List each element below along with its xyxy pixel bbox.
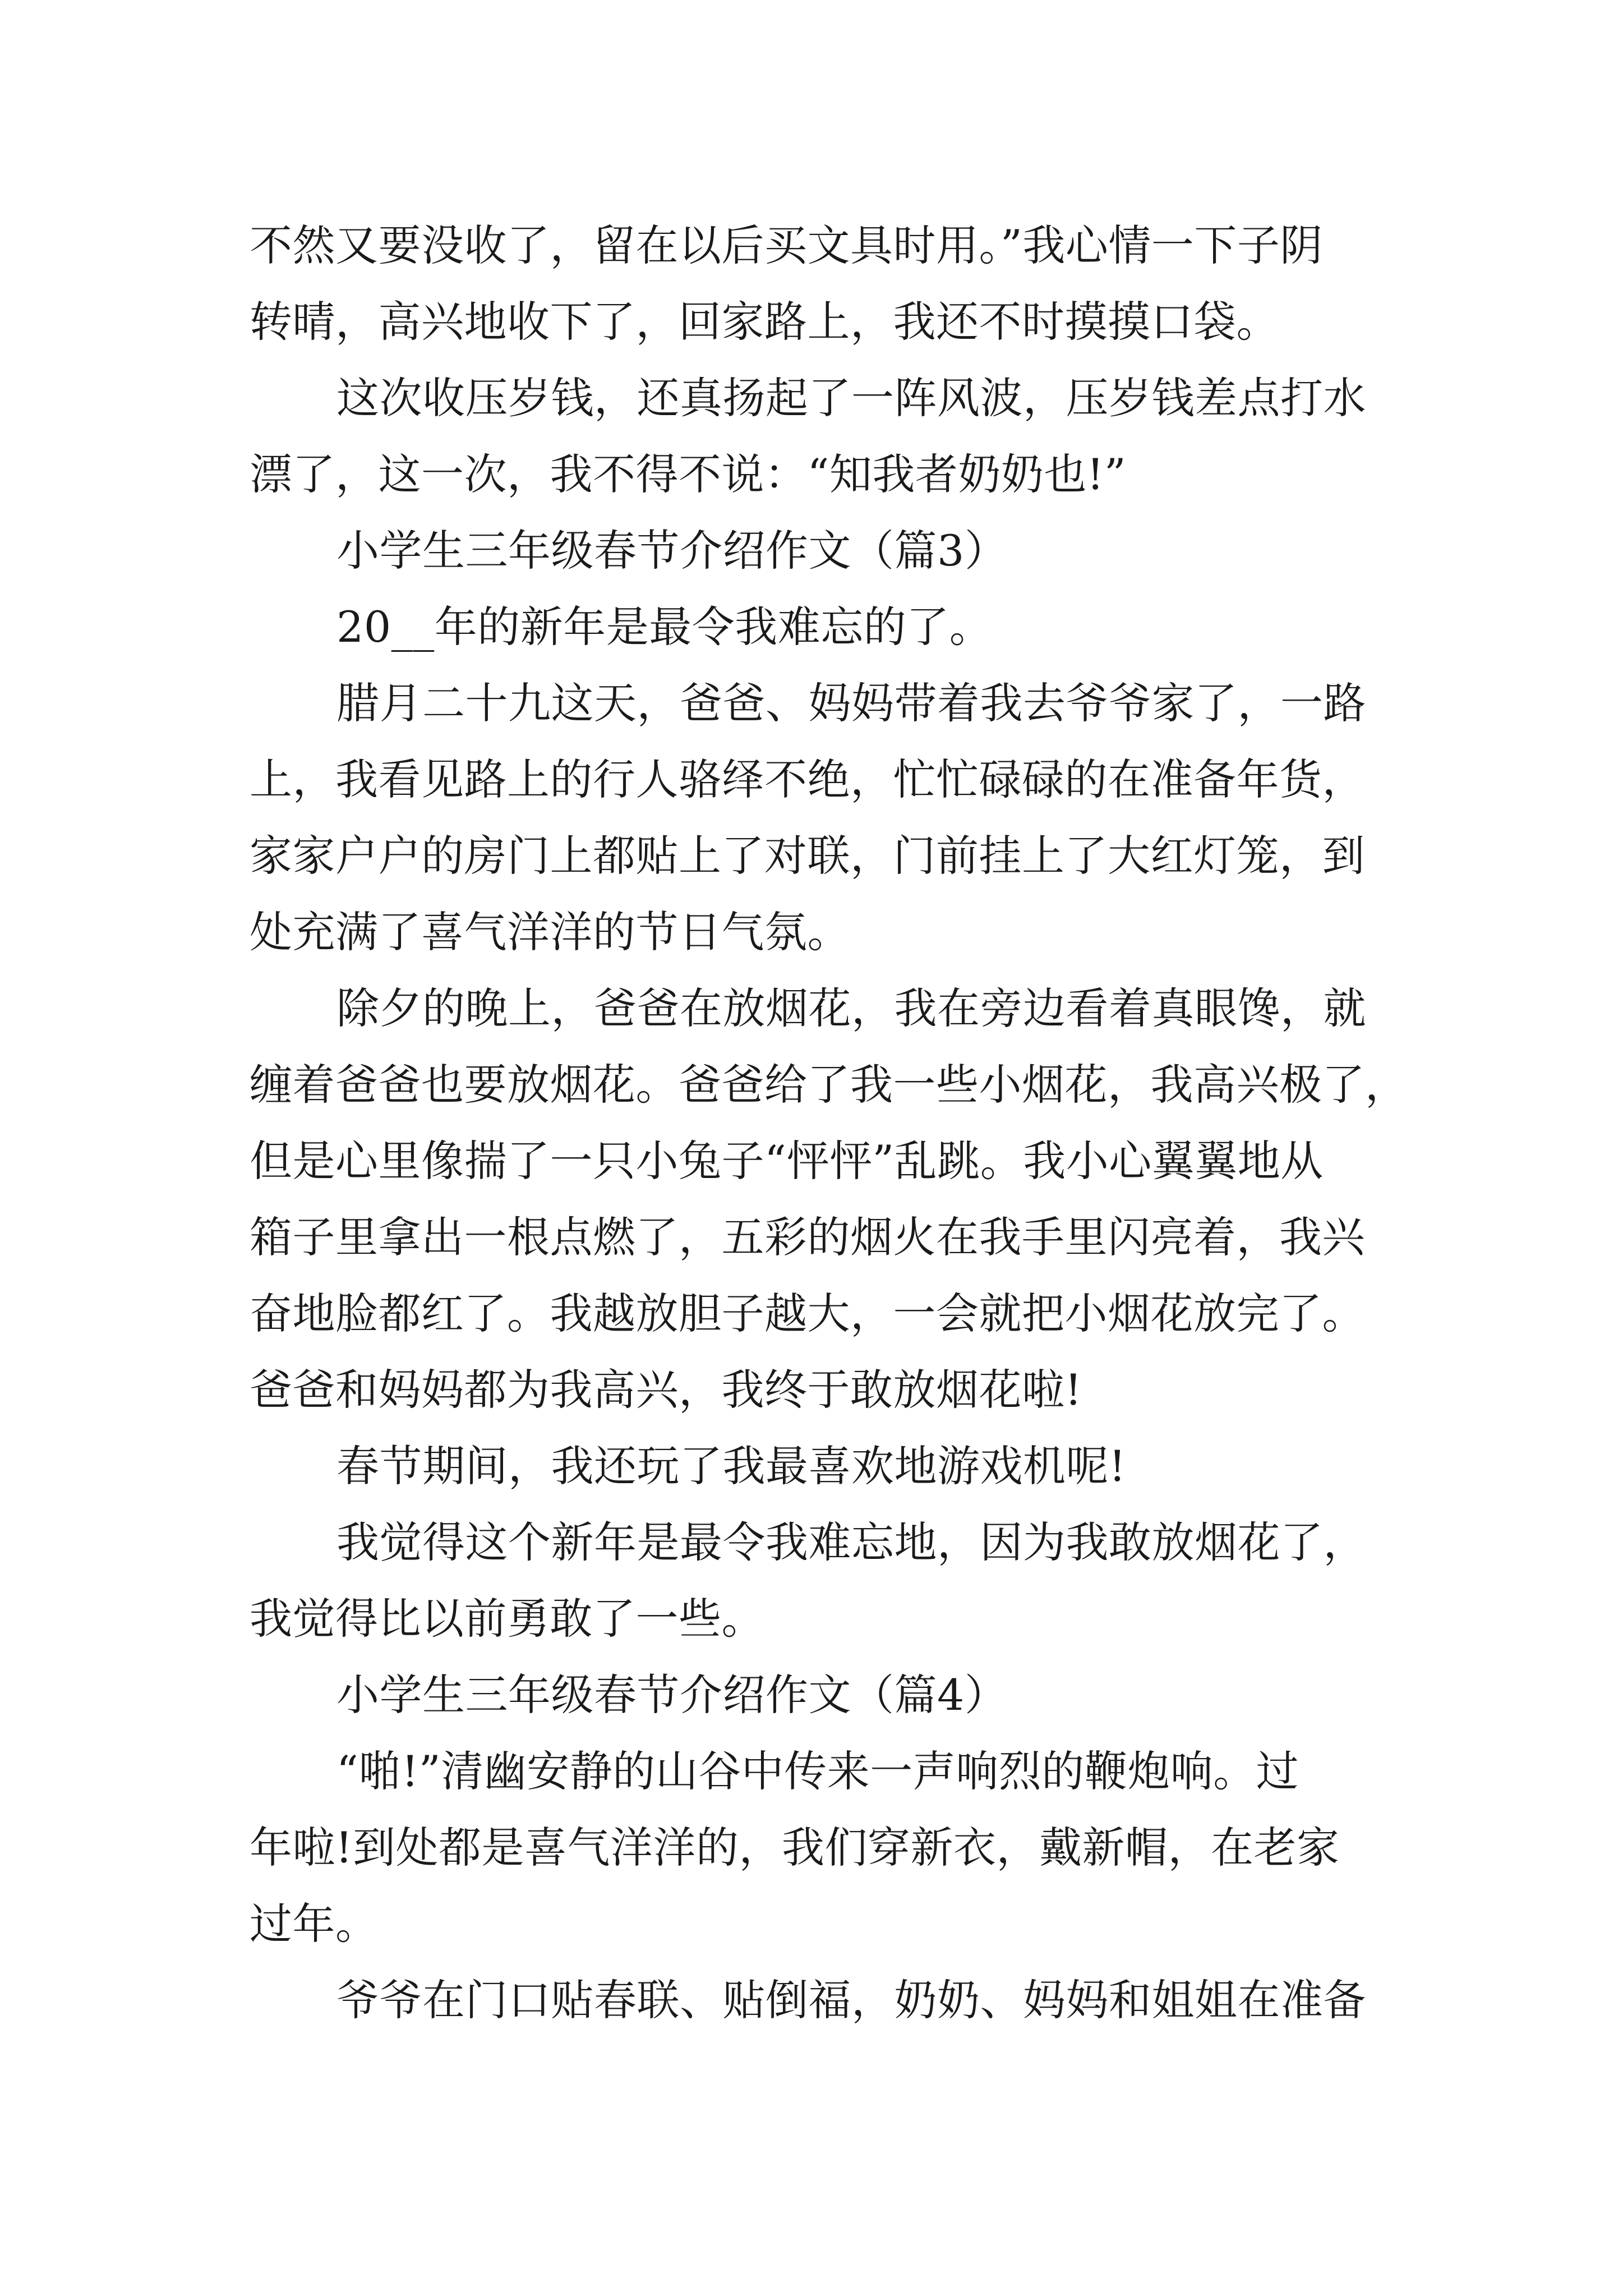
text-line: 过年。 bbox=[250, 1899, 379, 1949]
paragraph-first-line: 20__年的新年是最令我难忘的了。 bbox=[336, 602, 993, 652]
paragraph-first-line: “啪!”清幽安静的山谷中传来一声响烈的鞭炮响。过 bbox=[336, 1746, 1299, 1796]
text-line: 爸爸和妈妈都为我高兴，我终于敢放烟花啦! bbox=[250, 1365, 1082, 1415]
section-heading: 小学生三年级春节介绍作文（篇4） bbox=[336, 1670, 1008, 1720]
paragraph-first-line: 除夕的晚上，爸爸在放烟花，我在旁边看着真眼馋，就 bbox=[336, 983, 1366, 1033]
text-line: 我觉得比以前勇敢了一些。 bbox=[250, 1594, 764, 1644]
paragraph-first-line: 这次收压岁钱，还真扬起了一阵风波，压岁钱差点打水 bbox=[336, 373, 1366, 423]
text-line: 家家户户的房门上都贴上了对联，门前挂上了大红灯笼，到 bbox=[250, 831, 1365, 881]
paragraph-first-line: 爷爷在门口贴春联、贴倒福，奶奶、妈妈和姐姐在准备 bbox=[336, 1975, 1366, 2025]
text-line: 不然又要没收了，留在以后买文具时用。”我心情一下子阴 bbox=[250, 220, 1323, 270]
text-line: 缠着爸爸也要放烟花。爸爸给了我一些小烟花，我高兴极了， bbox=[250, 1060, 1408, 1110]
text-line: 但是心里像揣了一只小兔子“怦怦”乱跳。我小心翼翼地从 bbox=[250, 1136, 1324, 1186]
text-line: 处充满了喜气洋洋的节日气氛。 bbox=[250, 907, 850, 957]
text-line: 奋地脸都红了。我越放胆子越大，一会就把小烟花放完了。 bbox=[250, 1289, 1365, 1338]
paragraph-first-line: 腊月二十九这天，爸爸、妈妈带着我去爷爷家了，一路 bbox=[336, 678, 1366, 728]
text-line: 箱子里拿出一根点燃了，五彩的烟火在我手里闪亮着，我兴 bbox=[250, 1212, 1365, 1262]
text-line: 上，我看见路上的行人骆绎不绝，忙忙碌碌的在准备年货， bbox=[250, 754, 1365, 804]
text-line: 转晴，高兴地收下了，回家路上，我还不时摸摸口袋。 bbox=[250, 297, 1279, 347]
paragraph-first-line: 春节期间，我还玩了我最喜欢地游戏机呢! bbox=[336, 1441, 1127, 1491]
text-line: 年啦!到处都是喜气洋洋的，我们穿新衣，戴新帽，在老家 bbox=[250, 1823, 1340, 1872]
text-line: 漂了，这一次，我不得不说：“知我者奶奶也!” bbox=[250, 449, 1127, 499]
paragraph-first-line: 我觉得这个新年是最令我难忘地，因为我敢放烟花了， bbox=[336, 1517, 1366, 1567]
section-heading: 小学生三年级春节介绍作文（篇3） bbox=[336, 526, 1008, 576]
